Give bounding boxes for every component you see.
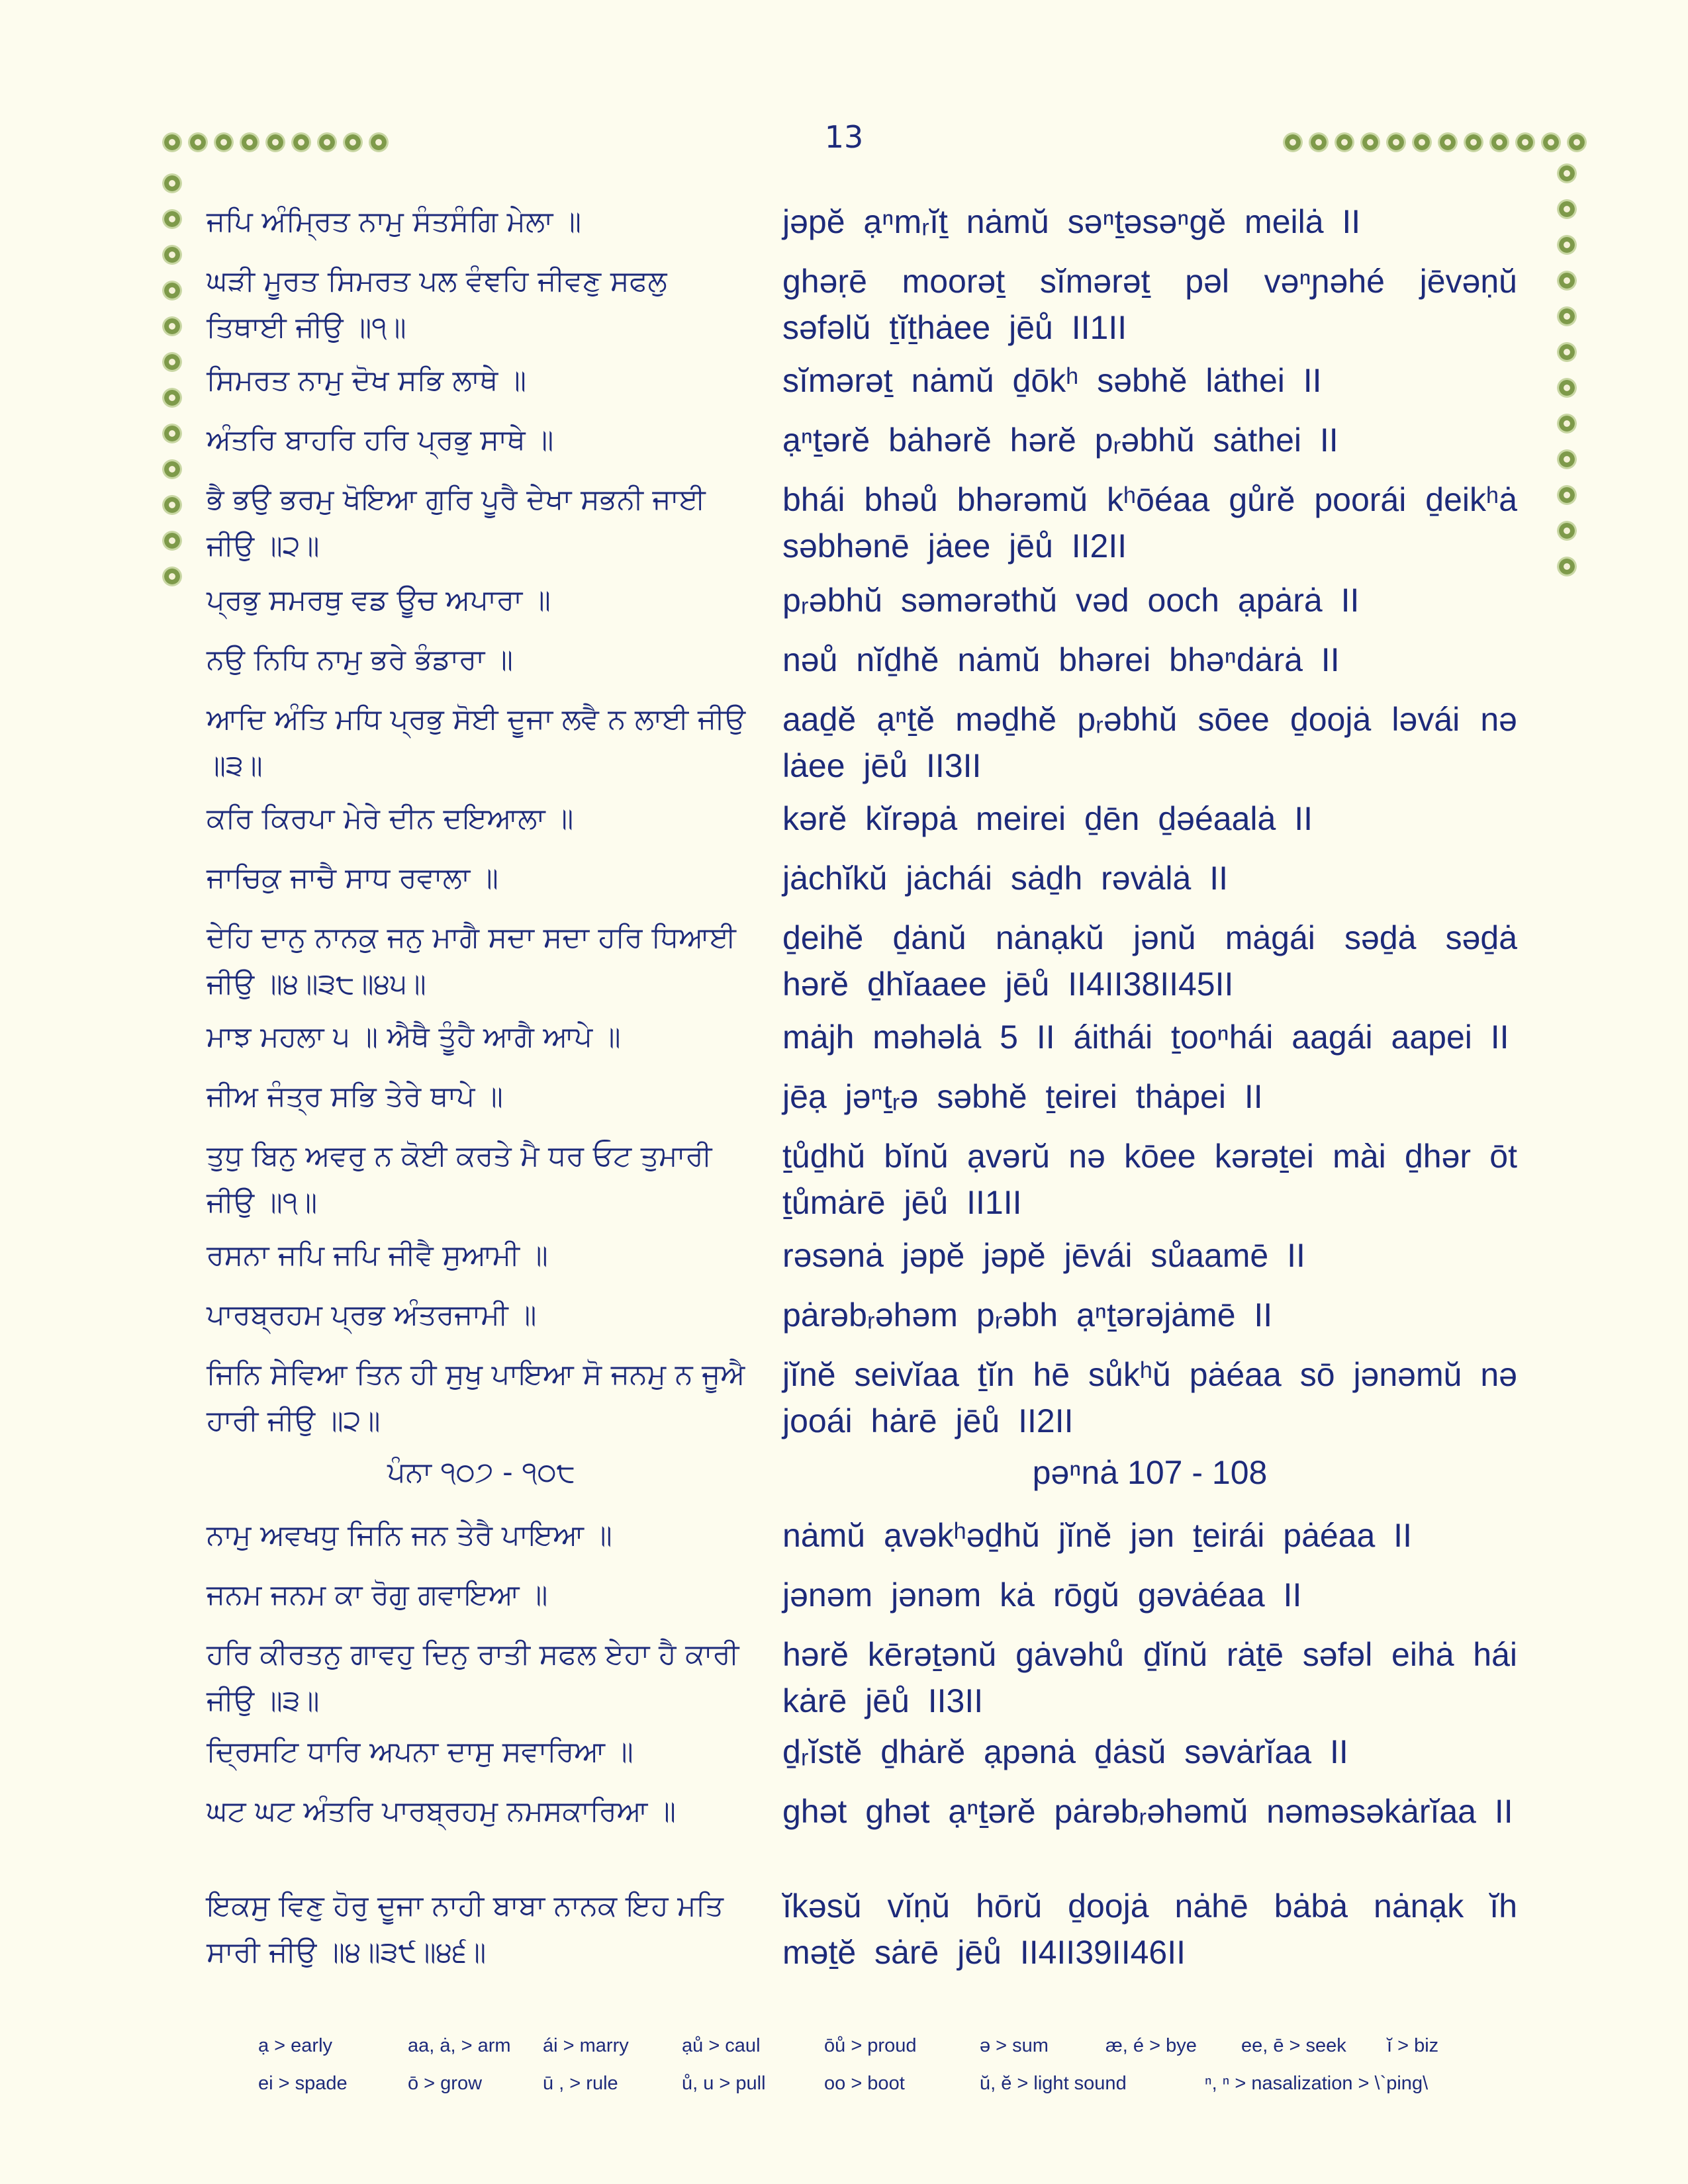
flower-icon [162, 459, 182, 479]
verse-punjabi: ਰਸਨਾ ਜਪਿ ਜਪਿ ਜੀਵੈ ਸੁਆਮੀ ॥ [207, 1239, 548, 1272]
verse-punjabi: ਅੰਤਰਿ ਬਾਹਰਿ ਹਰਿ ਪ੍ਰਭੁ ਸਾਥੇ ॥ [207, 424, 554, 457]
legend-item: ⁿ, ⁿ > nasalization > \`ping\ [1205, 2073, 1429, 2094]
legend-item: ei > spade [258, 2073, 348, 2094]
flower-icon [162, 245, 182, 265]
flower-icon [1438, 132, 1458, 152]
flower-icon [1557, 557, 1577, 576]
legend-item: ạ > early [258, 2035, 333, 2056]
flower-icon [162, 567, 182, 586]
verse-transliteration: nəů nĭḏhĕ nȧmŭ bhərei bhəⁿdȧrȧ II [782, 641, 1340, 678]
verse-transliteration: pȧrəbᵣəhəm pᵣəbh ạⁿṯərəjȧmē II [782, 1297, 1273, 1334]
flower-icon [1309, 132, 1329, 152]
flower-icon [369, 132, 389, 152]
flower-icon [240, 132, 259, 152]
legend-item: ū , > rule [543, 2073, 618, 2094]
legend-item: ee, ē > seek [1241, 2035, 1346, 2056]
verse-transliteration: ghət ghət ạⁿṯərĕ pȧrəbᵣəhəmŭ nəməsəkȧrĭaa II [782, 1793, 1513, 1830]
page-number: 13 [824, 119, 864, 155]
legend-item: ə > sum [980, 2035, 1049, 2056]
verse-transliteration: ḏᵣĭstĕ ḏhȧrĕ ạpənȧ ḏȧsŭ səvȧrĭaa II [782, 1733, 1348, 1770]
legend-item: æ, é > bye [1105, 2035, 1197, 2056]
verse-transliteration: pᵣəbhŭ səmərəthŭ vəd ooch ạpȧrȧ II [782, 582, 1360, 619]
verse-transliteration: ḏeihĕ ḏȧnŭ nȧnạkŭ jənŭ mȧgái səḏȧ səḏȧ hərĕ ḏhĭaaee jēů II4II38II45II [782, 919, 1517, 1003]
flower-icon [1557, 414, 1577, 433]
flower-icon [1335, 132, 1354, 152]
flower-icon [1489, 132, 1509, 152]
flower-icon [1567, 132, 1587, 152]
verse-transliteration: ghəṛē moorəṯ sĭmərəṯ pəl vəⁿɲəhé jēvəṇŭ səfəlŭ ṯĭṯhȧee jēů II1II [782, 263, 1517, 346]
flower-icon [162, 495, 182, 515]
flower-icon [1557, 342, 1577, 362]
page-range-heading-punjabi: ਪੰਨਾ ੧੦੭ - ੧੦੮ [387, 1456, 576, 1489]
verse-transliteration: jĭnĕ seivĭaa ṯĭn hē sůkʰŭ pȧéaa sō jənəmŭ nə jooái hȧrē jēů II2II [782, 1356, 1517, 1439]
flower-icon [1557, 485, 1577, 505]
verse-punjabi: ਸਿਮਰਤ ਨਾਮੁ ਦੋਖ ਸਭਿ ਲਾਥੇ ॥ [207, 364, 526, 397]
verse-punjabi: ਤੁਧੁ ਬਿਨੁ ਅਵਰੁ ਨ ਕੋਈ ਕਰਤੇ ਮੈ ਧਰ ਓਟ ਤੁਮਾਰੀ ਜੀਉ ॥੧॥ [207, 1140, 712, 1219]
verse-punjabi: ਘੜੀ ਮੂਰਤ ਸਿਮਰਤ ਪਲ ਵੰਞਹਿ ਜੀਵਣੁ ਸਫਲੁ ਤਿਥਾਈ ਜੀਉ ॥੧॥ [207, 265, 667, 344]
legend-item: ĭ > biz [1387, 2035, 1439, 2056]
verse-transliteration: aaḏĕ ạⁿṯĕ məḏhĕ pᵣəbhŭ sōee ḏoojȧ ləvái nə lȧee jēů II3II [782, 701, 1517, 784]
flower-icon [1412, 132, 1432, 152]
legend-item: oo > boot [824, 2073, 905, 2094]
verse-transliteration: mȧjh məhəlȧ 5 II áithái ṯooⁿhái aagái aapei II [782, 1019, 1509, 1056]
verse-punjabi: ਨਾਮੁ ਅਵਖਧੁ ਜਿਨਿ ਜਨ ਤੇਰੈ ਪਾਇਆ ॥ [207, 1519, 612, 1552]
flower-icon [1557, 521, 1577, 541]
verse-punjabi: ਨਉ ਨਿਧਿ ਨਾਮੁ ਭਰੇ ਭੰਡਾਰਾ ॥ [207, 643, 513, 676]
legend-item: ů, u > pull [682, 2073, 766, 2094]
verse-transliteration: ṯůḏhŭ bĭnŭ ạvərŭ nə kōee kərəṯei mài ḏhər ōt ṯůmȧrē jēů II1II [782, 1138, 1517, 1221]
top-right-flower-border [1283, 132, 1587, 159]
right-flower-border [1557, 163, 1583, 576]
flower-icon [162, 424, 182, 443]
legend-item: aa, ȧ, > arm [408, 2035, 511, 2056]
verse-punjabi: ਦ੍ਰਿਸਟਿ ਧਾਰਿ ਅਪਨਾ ਦਾਸੁ ਸਵਾਰਿਆ ॥ [207, 1735, 633, 1768]
flower-icon [1283, 132, 1303, 152]
verse-punjabi: ਘਟ ਘਟ ਅੰਤਰਿ ਪਾਰਬ੍ਰਹਮੁ ਨਮਸਕਾਰਿਆ ॥ [207, 1795, 677, 1828]
flower-icon [317, 132, 337, 152]
verse-transliteration: sĭmərəṯ nȧmŭ ḏōkʰ səbhĕ lȧthei II [782, 362, 1322, 399]
verse-punjabi: ਦੇਹਿ ਦਾਨੁ ਨਾਨਕੁ ਜਨੁ ਮਾਗੈ ਸਦਾ ਸਦਾ ਹਰਿ ਧਿਆਈ ਜੀਉ ॥੪॥੩੮॥੪੫॥ [207, 921, 736, 1001]
verse-transliteration: jənəm jənəm kȧ rōgŭ gəvȧéaa II [782, 1576, 1302, 1614]
flower-icon [162, 316, 182, 336]
flower-icon [162, 209, 182, 229]
verse-punjabi: ਆਦਿ ਅੰਤਿ ਮਧਿ ਪ੍ਰਭੁ ਸੋਈ ਦੂਜਾ ਲਵੈ ਨ ਲਾਈ ਜੀਉ ॥੩॥ [207, 703, 746, 782]
flower-icon [188, 132, 208, 152]
flower-icon [1557, 235, 1577, 255]
verse-punjabi: ਮਾਝ ਮਹਲਾ ੫ ॥ ਐਥੈ ਤੂੰਹੈ ਆਗੈ ਆਪੇ ॥ [207, 1021, 621, 1054]
top-left-flower-border [162, 132, 389, 159]
verse-punjabi: ਕਰਿ ਕਿਰਪਾ ਮੇਰੇ ਦੀਨ ਦਇਆਲਾ ॥ [207, 802, 574, 835]
flower-icon [214, 132, 234, 152]
legend-item: ŭ, ĕ > light sound [980, 2073, 1127, 2094]
flower-icon [1464, 132, 1483, 152]
flower-icon [162, 132, 182, 152]
flower-icon [1557, 163, 1577, 183]
page-range-heading-transliteration: pəⁿnȧ 107 - 108 [1032, 1454, 1268, 1491]
flower-icon [1360, 132, 1380, 152]
verse-transliteration: kərĕ kĭrəpȧ meirei ḏēn ḏəéaalȧ II [782, 800, 1313, 837]
flower-icon [1557, 449, 1577, 469]
flower-icon [1541, 132, 1561, 152]
verse-punjabi: ਜਨਮ ਜਨਮ ਕਾ ਰੋਗੁ ਗਵਾਇਆ ॥ [207, 1578, 548, 1612]
flower-icon [162, 388, 182, 408]
flower-icon [265, 132, 285, 152]
verse-punjabi: ਇਕਸੁ ਵਿਣੁ ਹੋਰੁ ਦੂਜਾ ਨਾਹੀ ਬਾਬਾ ਨਾਨਕ ਇਹ ਮਤਿ ਸਾਰੀ ਜੀਉ ॥੪॥੩੯॥੪੬॥ [207, 1889, 724, 1969]
verse-transliteration: bhái bhəů bhərəmŭ kʰōéaa gůrĕ poorái ḏeikʰȧ səbhənē jȧee jēů II2II [782, 481, 1517, 565]
verse-punjabi: ਜਿਨਿ ਸੇਵਿਆ ਤਿਨ ਹੀ ਸੁਖੁ ਪਾਇਆ ਸੋ ਜਨਮੁ ਨ ਜੂਐ ਹਾਰੀ ਜੀਉ ॥੨॥ [207, 1358, 745, 1437]
verse-transliteration: ĭkəsŭ vĭṇŭ hōrŭ ḏoojȧ nȧhē bȧbȧ nȧnạk ĭh məṯĕ sȧrē jēů II4II39II46II [782, 1888, 1517, 1971]
verse-transliteration: rəsənȧ jəpĕ jəpĕ jēvái sůaamē II [782, 1237, 1305, 1274]
flower-icon [1557, 306, 1577, 326]
verse-transliteration: nȧmŭ ạvəkʰəḏhŭ jĭnĕ jən ṯeirái pȧéaa II [782, 1517, 1412, 1554]
flower-icon [1515, 132, 1535, 152]
verse-punjabi: ਜਾਚਿਕੁ ਜਾਚੈ ਸਾਧ ਰਵਾਲਾ ॥ [207, 862, 498, 895]
verse-punjabi: ਪ੍ਰਭੁ ਸਮਰਥੁ ਵਡ ਊਚ ਅਪਾਰਾ ॥ [207, 584, 551, 617]
flower-icon [162, 531, 182, 551]
verse-punjabi: ਭੈ ਭਉ ਭਰਮੁ ਖੋਇਆ ਗੁਰਿ ਪੂਰੈ ਦੇਖਾ ਸਭਨੀ ਜਾਈ ਜੀਉ ॥੨॥ [207, 483, 706, 563]
flower-icon [162, 352, 182, 372]
verse-transliteration: hərĕ kērəṯənŭ gȧvəhů ḏĭnŭ rȧṯē səfəl eihȧ hái kȧrē jēů II3II [782, 1636, 1517, 1719]
verse-transliteration: jēạ jəⁿṯᵣə səbhĕ ṯeirei thȧpei II [782, 1078, 1263, 1115]
flower-icon [1386, 132, 1406, 152]
verse-punjabi: ਜੀਅ ਜੰਤ੍ਰ ਸਭਿ ਤੇਰੇ ਥਾਪੇ ॥ [207, 1080, 503, 1113]
pronunciation-legend [258, 2035, 1582, 2108]
left-flower-border [162, 173, 189, 586]
legend-item: ō > grow [408, 2073, 483, 2094]
flower-icon [1557, 199, 1577, 219]
legend-item: ōů > proud [824, 2035, 917, 2056]
verse-transliteration: jəpĕ ạⁿmᵣĭṯ nȧmŭ səⁿṯəsəⁿgĕ meilȧ II [782, 203, 1361, 240]
verse-punjabi: ਹਰਿ ਕੀਰਤਨੁ ਗਾਵਹੁ ਦਿਨੁ ਰਾਤੀ ਸਫਲ ਏਹਾ ਹੈ ਕਾਰੀ ਜੀਉ ॥੩॥ [207, 1638, 739, 1717]
verse-punjabi: ਜਪਿ ਅੰਮ੍ਰਿਤ ਨਾਮੁ ਸੰਤਸੰਗਿ ਮੇਲਾ ॥ [207, 205, 581, 238]
flower-icon [291, 132, 311, 152]
flower-icon [343, 132, 363, 152]
verse-transliteration: jȧchĭkŭ jȧchái sȧḏh rəvȧlȧ II [782, 860, 1229, 897]
flower-icon [162, 173, 182, 193]
flower-icon [162, 281, 182, 300]
flower-icon [1557, 271, 1577, 291]
verse-punjabi: ਪਾਰਬ੍ਰਹਮ ਪ੍ਰਭ ਅੰਤਰਜਾਮੀ ॥ [207, 1298, 537, 1332]
flower-icon [1557, 378, 1577, 398]
legend-item: ạů > caul [682, 2035, 761, 2056]
legend-item: ái > marry [543, 2035, 629, 2056]
verse-transliteration: ạⁿṯərĕ bȧhərĕ hərĕ pᵣəbhŭ sȧthei II [782, 422, 1338, 459]
